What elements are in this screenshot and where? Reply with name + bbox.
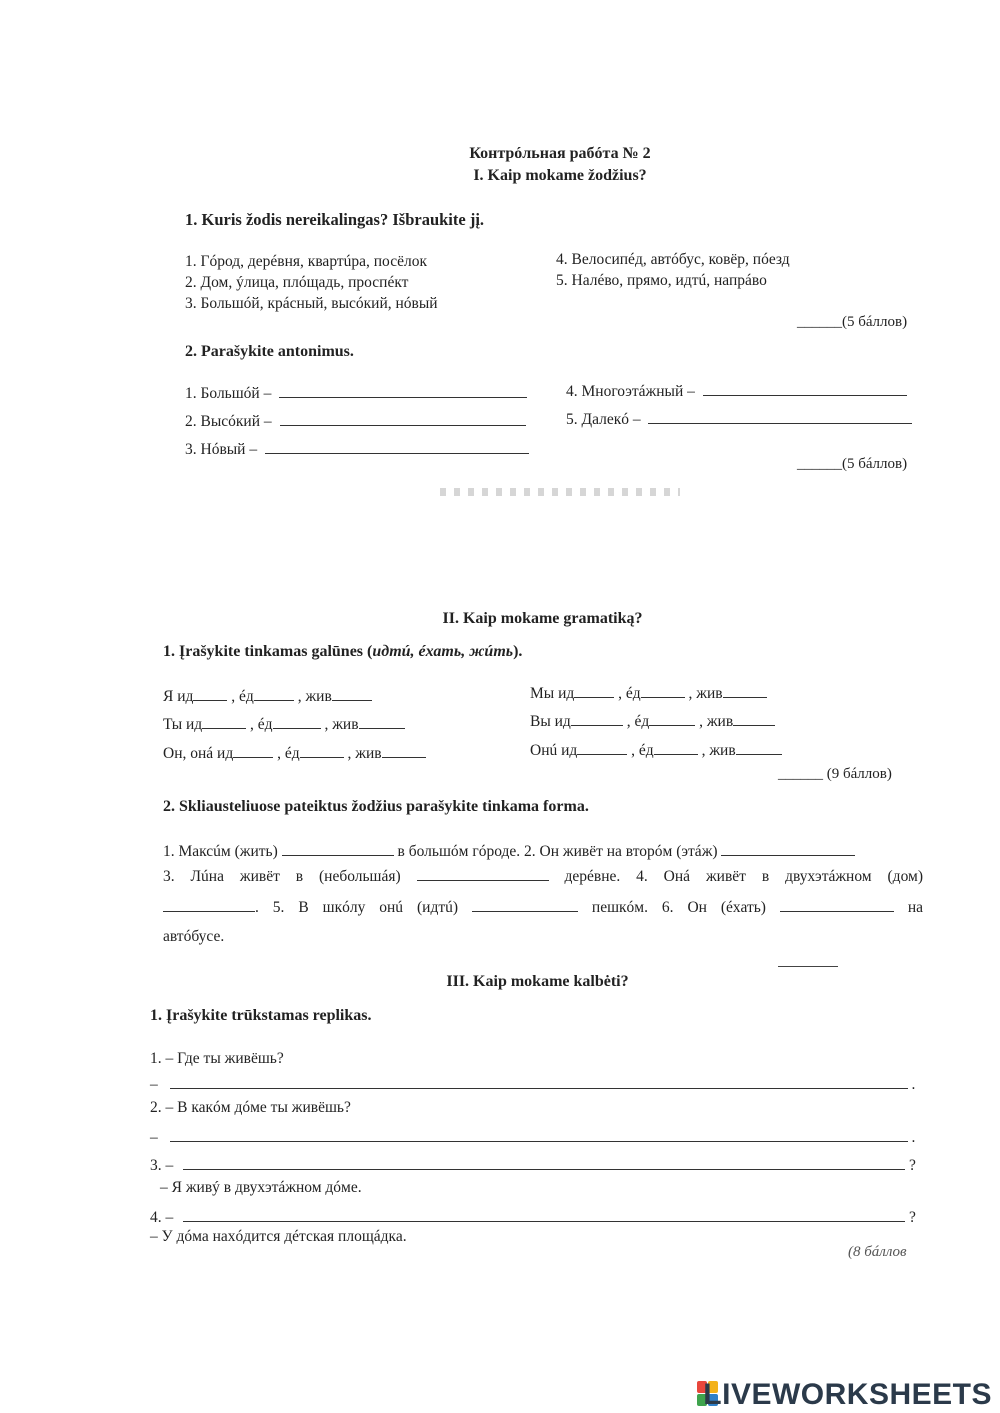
antonym-label-5: 5. Далекó – — [566, 411, 641, 428]
form-input-4[interactable] — [163, 897, 255, 912]
antonym-label-3: 3. Нóвый – — [185, 441, 258, 458]
task2-score: ______(5 бáллов) — [797, 456, 908, 472]
ending-input[interactable] — [332, 686, 372, 701]
ending-input[interactable] — [571, 711, 623, 726]
grammar-para-line-3: . 5. В шкóлу онú (идтú) пешкóм. 6. Он (éхать) на — [163, 897, 923, 917]
page-cut-divider — [440, 488, 680, 496]
antonym-label-4: 4. Многоэтáжный – — [566, 383, 695, 400]
task1-item-2: 2. Дом, ýлица, плóщадь, проспéкт — [185, 274, 409, 291]
conj-left-row-1: Я ид , éд , жив — [163, 686, 372, 706]
ending-input[interactable] — [202, 714, 246, 729]
conj-left-row-3: Он, онá ид , éд , жив — [163, 743, 426, 763]
dialogue-score: (8 бáллов — [848, 1244, 907, 1260]
antonym-input-3[interactable] — [265, 439, 529, 454]
ending-input[interactable] — [193, 686, 227, 701]
antonym-input-5[interactable] — [648, 409, 912, 424]
conj-right-row-2: Вы ид , éд , жив — [530, 711, 775, 731]
antonym-label-1: 1. Большóй – — [185, 385, 272, 402]
ending-input[interactable] — [273, 714, 321, 729]
conj-right-row-3: Онú ид , éд , жив — [530, 740, 782, 760]
section-2-title: II. Kaip mokame gramatiką? — [442, 610, 643, 627]
dialogue-answer-row-1: – . — [150, 1076, 916, 1093]
grammar-task1-score: ______ (9 бáллов) — [778, 766, 892, 782]
ending-input[interactable] — [300, 743, 344, 758]
dialogue-task-heading: 1. Įrašykite trūkstamas replikas. — [150, 1007, 372, 1024]
task2-heading: 2. Parašykite antonimus. — [185, 343, 354, 360]
section-3-title: III. Kaip mokame kalbėti? — [446, 973, 629, 990]
ending-input[interactable] — [233, 743, 273, 758]
form-input-6[interactable] — [780, 897, 894, 912]
task1-item-4: 4. Велосипéд, автóбус, ковёр, пóезд — [556, 251, 790, 268]
section-1-title: I. Kaip mokame žodžius? — [473, 167, 647, 184]
antonym-input-1[interactable] — [279, 383, 527, 398]
dialogue-input-1[interactable] — [170, 1074, 908, 1089]
conj-right-row-1: Мы ид , éд , жив — [530, 683, 767, 703]
liveworksheets-brand[interactable]: LIVEWORKSHEETS — [703, 1378, 992, 1411]
conj-left-row-2: Ты ид , éд , жив — [163, 714, 405, 734]
grammar-task2-score-line — [778, 966, 838, 967]
dialogue-input-2[interactable] — [170, 1127, 908, 1142]
ending-input[interactable] — [577, 740, 627, 755]
ending-input[interactable] — [382, 743, 426, 758]
form-input-3[interactable] — [417, 866, 549, 881]
ending-input[interactable] — [654, 740, 698, 755]
ending-input[interactable] — [641, 683, 685, 698]
antonym-row-3 — [185, 439, 529, 459]
dialogue-input-3[interactable] — [183, 1155, 905, 1170]
ending-input[interactable] — [359, 714, 405, 729]
antonym-row-4 — [566, 381, 907, 401]
task1-item-5: 5. Налéво, прямо, идтú, напрáво — [556, 272, 767, 289]
dialogue-q1: 1. – Где ты живёшь? — [150, 1050, 284, 1067]
task1-item-1: 1. Гóрод, дерéвня, квартúра, посёлок — [185, 253, 427, 270]
ending-input[interactable] — [736, 740, 782, 755]
dialogue-question-row-4: 4. – ? — [150, 1209, 916, 1226]
ending-input[interactable] — [723, 683, 767, 698]
dialogue-a3: – Я живý в двухэтáжном дóме. — [160, 1179, 362, 1196]
worksheet-title: Контрóльная рабóта № 2 — [469, 145, 651, 162]
antonym-label-2: 2. Высóкий – — [185, 413, 272, 430]
ending-input[interactable] — [649, 711, 695, 726]
task1-item-3: 3. Большóй, крáсный, высóкий, нóвый — [185, 295, 438, 312]
antonym-row-2 — [185, 411, 526, 431]
grammar-task1-heading: 1. Įrašykite tinkamas galūnes (идтú, éхать, жúть). — [163, 643, 523, 660]
antonym-row-5 — [566, 409, 912, 429]
ending-input[interactable] — [254, 686, 294, 701]
antonym-input-4[interactable] — [703, 381, 907, 396]
dialogue-question-row-3: 3. – ? — [150, 1157, 916, 1174]
dialogue-a4: – У дóма нахóдится дéтская площáдка. — [150, 1228, 407, 1245]
form-input-5[interactable] — [472, 897, 578, 912]
dialogue-q2: 2. – В какóм дóме ты живёшь? — [150, 1099, 351, 1116]
ending-input[interactable] — [733, 711, 775, 726]
grammar-para-line-2: 3. Лúна живёт в (небольшáя) дерéвне. 4. Онá живёт в двухэтáжном (дом) — [163, 868, 923, 885]
form-input-2[interactable] — [721, 841, 855, 856]
task1-heading: 1. Kuris žodis nereikalingas? Išbraukite jį. — [185, 210, 485, 229]
grammar-task2-heading: 2. Skliausteliuose pateiktus žodžius parašykite tinkama forma. — [163, 798, 589, 815]
dialogue-input-4[interactable] — [183, 1207, 905, 1222]
task1-score: ______(5 бáллов) — [797, 314, 908, 330]
grammar-para-line-1: 1. Максúм (жить) в большóм гóроде. 2. Он живёт на вторóм (этáж) — [163, 841, 923, 861]
antonym-input-2[interactable] — [280, 411, 526, 426]
antonym-row-1 — [185, 383, 527, 403]
dialogue-answer-row-2: – . — [150, 1129, 916, 1146]
form-input-1[interactable] — [282, 841, 394, 856]
grammar-para-line-4: автóбусе. — [163, 928, 225, 945]
ending-input[interactable] — [574, 683, 614, 698]
